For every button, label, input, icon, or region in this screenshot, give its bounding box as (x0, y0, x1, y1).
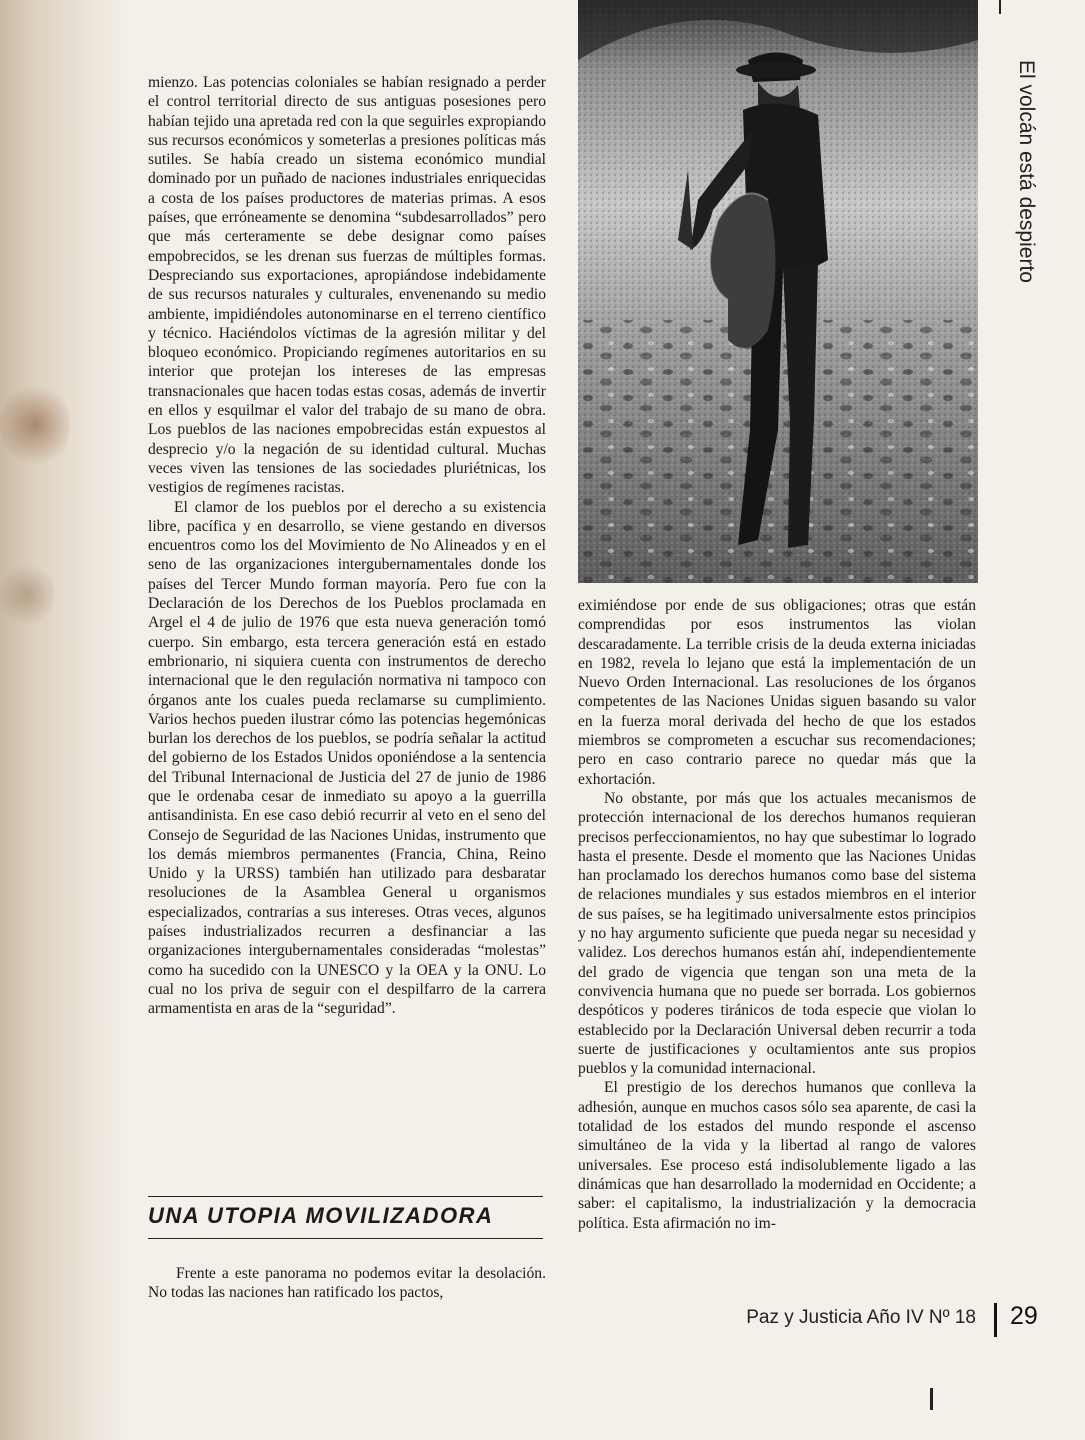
side-title: El volcán está despierto (1015, 60, 1038, 283)
paragraph: Frente a este panorama no podemos evitar la desolación. No todas las naciones han ratificado los pactos, (148, 1265, 546, 1302)
crop-mark (930, 1388, 933, 1410)
section-heading: UNA UTOPIA MOVILIZADORA (148, 1203, 494, 1228)
paragraph: No obstante, por más que los actuales mecanismos de protección internacional de los derechos humanos requieran precisos perfeccionamientos, no hay que subestimar lo logrado hasta el presente. Desde el momento que las Naciones Unidas han proclamado los derechos humanos como base del sistema de relaciones mundiales y sus estados miembros en el interior de sus países, se ha legitimado universalmente estos principios y no hay argumento suficiente que pueda negar su necesidad y validez. Los derechos humanos están ahí, independientemente del grado de vigencia que tengan son una meta de la convivencia humana que no puede ser borrada. Los gobiernos despóticos y poderes tiránicos de toda especie que violan lo establecido por la Declaración Universal deben recurrir a toda suerte de justificaciones y ocultamientos ante sus propios pueblos y la comunidad internacional. (578, 789, 976, 1078)
section-rule-bottom (148, 1238, 543, 1239)
section-rule-top (148, 1196, 543, 1197)
side-title-container (994, 60, 1054, 310)
footer-divider (994, 1303, 997, 1337)
publication-footer: Paz y Justicia Año IV Nº 18 (746, 1307, 976, 1328)
paragraph: El prestigio de los derechos humanos que conlleva la adhesión, aunque en muchos casos sólo sea aparente, de casi la totalidad de los estados del mundo responde el ascenso simultáneo de la vida y la libertad al rango de valores universales. Ese proceso está indisolublemente ligado a las dinámicas que han desarrollado la modernidad en Occidente; a saber: el capitalismo, la industrialización y la democracia política. Esta afirmación no im- (578, 1079, 976, 1232)
paragraph: eximiéndose por ende de sus obligaciones; otras que están comprendidas por esos instrumentos las violan descaradamente. La terrible crisis de la deuda externa iniciadas en 1982, revela lo lejano que está la implementación de un Nuevo Orden Internacional. Las resoluciones de los órganos competentes de las Naciones Unidas siguen basando su valor en la fuerza moral derivada del hecho de que los estados miembros se comprometen a escuchar sus recomendaciones; pero en caso contrario parece no quedar más que la exhortación. (578, 597, 976, 788)
page-number: 29 (1010, 1302, 1038, 1330)
article-column-left (148, 73, 546, 1019)
article-column-left-bottom (148, 1264, 546, 1303)
paragraph: El clamor de los pueblos por el derecho a su existencia libre, pacífica y en desarrollo, se viene gestando en diversos encuentros como los del Movimiento de No Alineados y en el seno de las organizaciones intergubernamentales donde los países del Tercer Mundo forman mayoría. Pero fue con la Declaración de los Derechos de los Pueblos proclamada en Argel el 4 de julio de 1976 que esta nueva generación tomó cuerpo. Sin embargo, esta tercera generación está en estado embrionario, ni siquiera cuenta con instrumentos de derecho internacional que le den regulación normativa ni tampoco con órganos ante los cuales pueda reclamarse su cumplimiento. Varios hechos pueden ilustrar cómo las potencias hegemónicas burlan los derechos de los pueblos, se podría señalar la actitud del gobierno de los Estados Unidos oponiéndose a la sentencia del Tribunal Internacional de Justicia del 27 de junio de 1986 que le ordenaba cesar de inmediato su apoyo a la guerrilla antisandinista. En ese caso debió recurrir al veto en el seno del Consejo de Seguridad de las Naciones Unidas, instrumento que los demás miembros permanentes (Francia, China, Reino Unido y la URSS) también han utilizado para desbaratar resoluciones de la Asamblea General u organismos especializados, contrarias a sus intereses. Otras veces, algunos países industrializados recurren a desfinanciar a las organizaciones intergubernamentales consideradas “molestas” como ha sucedido con la UNESCO y la OEA y la ONU. Lo cual no los priva de seguir con el despilfarro de la carrera armamentista en aras de la “seguridad”. (148, 498, 546, 1018)
page-edge-shadow (0, 0, 130, 1440)
article-column-right (578, 596, 976, 1233)
photo-man-with-sack (578, 0, 978, 583)
crop-mark (999, 0, 1001, 14)
paper-stain (0, 380, 70, 470)
paper-stain (0, 560, 55, 630)
paragraph: mienzo. Las potencias coloniales se habían resignado a perder el control territorial directo de sus antiguas posesiones pero habían tejido una apretada red con la que seguirles expropiando sus recursos económicos y someterlas a presiones políticas más sutiles. Se había creado un sistema económico mundial dominado por un puñado de naciones industriales enriquecidas a costa de los países productores de materias primas. A esos países, que erróneamente se denomina “subdesarrollados” pero que más certeramente se debe designar como países empobrecidos, se les drenan sus fuerzas de múltiples formas. Despreciando sus exportaciones, apropiándose indebidamente de sus recursos naturales y culturales, envenenando su medio ambiente, impidiéndoles autonominarse en el terreno científico y técnico. Haciéndolos víctimas de la agresión militar y del bloqueo económico. Propiciando regímenes autoritarios en su interior que protejan los intereses de las empresas transnacionales que hacen todas estas cosas, además de invertir en ellos y esquilmar el valor del trabajo de su mano de obra. Los pueblos de las naciones empobrecidas están expuestos al desprecio y/o la negación de su identidad cultural. Muchas veces viven las tensiones de las sociedades pluriétnicas, los vestigios de regímenes racistas. (148, 74, 546, 497)
